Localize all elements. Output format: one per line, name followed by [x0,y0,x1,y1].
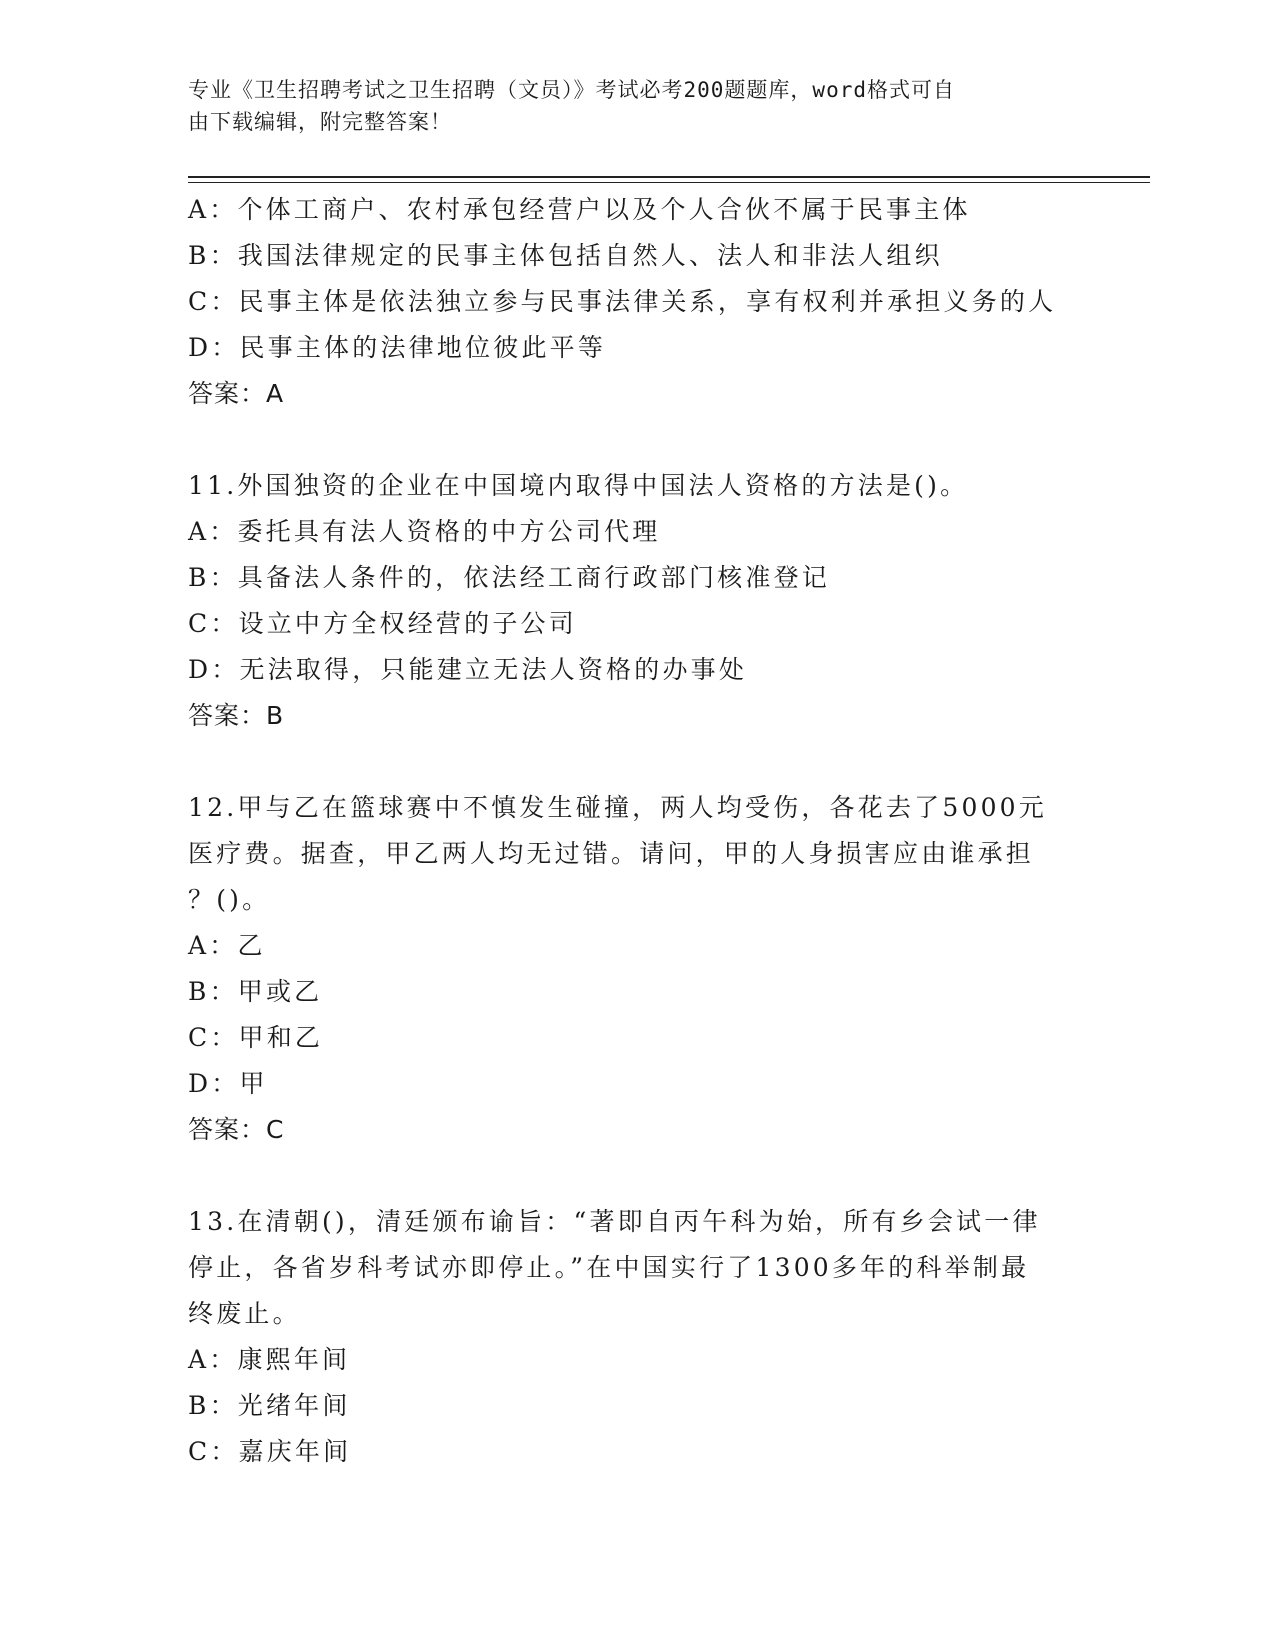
option-a: A：乙 [188,931,266,960]
answer-line: 答案：B [188,701,285,730]
answer-line: 答案：C [188,1115,285,1144]
header-rule-thick [188,176,1150,178]
option-b: B：具备法人条件的，依法经工商行政部门核准登记 [188,563,830,592]
option-d: D：无法取得，只能建立无法人资格的办事处 [188,655,748,684]
option-d: D：甲 [188,1069,268,1098]
option-c: C：设立中方全权经营的子公司 [188,609,577,638]
question-text-line-1: 12.甲与乙在篮球赛中不慎发生碰撞，两人均受伤，各花去了5000元 [188,793,1047,822]
option-a: A：康熙年间 [188,1345,351,1374]
option-b: B：光绪年间 [188,1391,351,1420]
option-b: B：甲或乙 [188,977,323,1006]
question-text-line-1: 13.在清朝()，清廷颁布谕旨：“著即自丙午科为始，所有乡会试一律 [188,1207,1041,1236]
option-b: B：我国法律规定的民事主体包括自然人、法人和非法人组织 [188,241,943,270]
question-text-line-3: ？()。 [188,885,271,914]
option-c: C：甲和乙 [188,1023,324,1052]
option-a: A：个体工商户、农村承包经营户以及个人合伙不属于民事主体 [188,195,971,224]
spacer [188,1153,1088,1199]
option-d: D：民事主体的法律地位彼此平等 [188,333,607,362]
question-text: 11.外国独资的企业在中国境内取得中国法人资格的方法是()。 [188,471,969,500]
option-c: C：嘉庆年间 [188,1437,352,1466]
document-header [188,74,1068,138]
question-13 [188,1199,1088,1475]
question-12 [188,785,1088,1153]
answer-line: 答案：A [188,379,285,408]
header-rule-thin [188,182,1150,183]
question-11 [188,463,1088,739]
option-a: A：委托具有法人资格的中方公司代理 [188,517,661,546]
question-text-line-2: 医疗费。据查，甲乙两人均无过错。请问，甲的人身损害应由谁承担 [188,839,1035,868]
question-text-line-3: 终废止。 [188,1299,301,1328]
spacer [188,739,1088,785]
option-c: C：民事主体是依法独立参与民事法律关系，享有权利并承担义务的人 [188,287,1057,316]
question-text-line-2: 停止，各省岁科考试亦即停止。”在中国实行了1300多年的科举制最 [188,1253,1030,1282]
question-10 [188,187,1088,417]
question-list [188,187,1088,1475]
spacer [188,417,1088,463]
header-line-2: 由下载编辑，附完整答案！ [188,110,452,134]
header-line-1: 专业《卫生招聘考试之卫生招聘（文员）》考试必考200题题库，word格式可自 [188,78,955,102]
